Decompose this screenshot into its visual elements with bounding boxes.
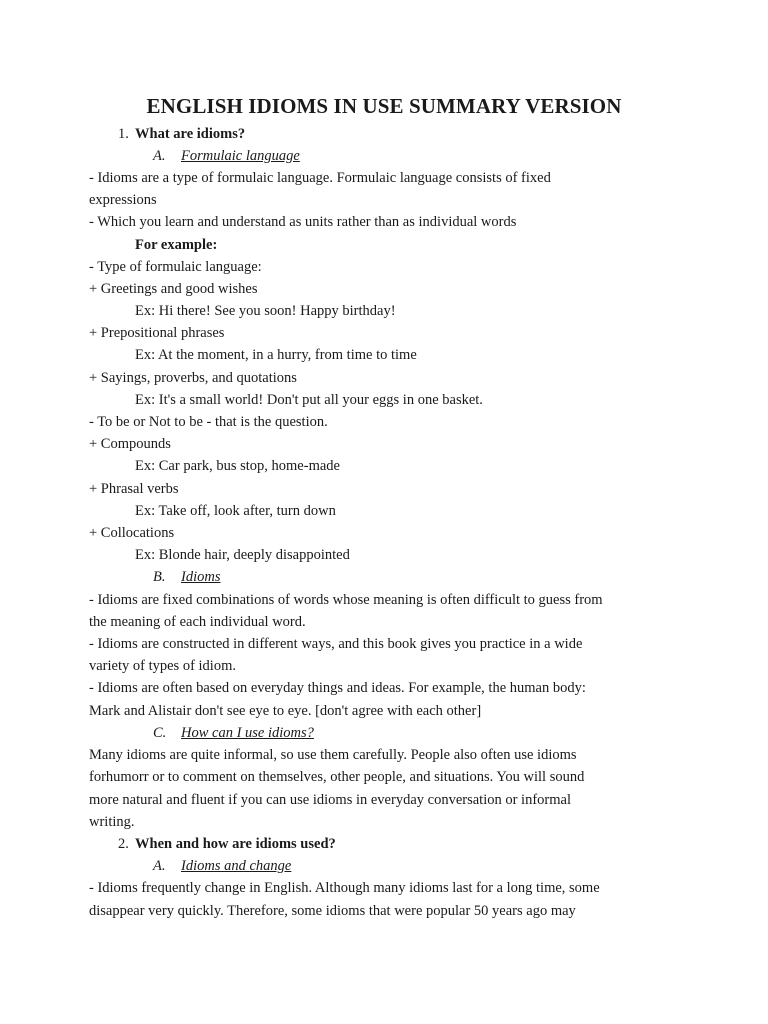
text-line: Many idioms are quite informal, so use them carefully. People also often use idioms	[89, 747, 577, 763]
text-line: + Collocations	[89, 525, 175, 541]
subsection-1b-heading	[153, 566, 220, 588]
subsection-1c-heading	[153, 722, 314, 744]
text-line: - Idioms are often based on everyday things and ideas. For example, the human body:	[89, 680, 586, 696]
text-line: writing.	[89, 814, 135, 830]
text-line: - Idioms frequently change in English. Although many idioms last for a long time, some	[89, 880, 600, 896]
text-line: forhumorr or to comment on themselves, other people, and situations. You will sound	[89, 769, 585, 785]
subsection-title: Idioms and change	[181, 858, 292, 874]
subsection-label: A.	[153, 148, 166, 164]
example-line: Ex: Blonde hair, deeply disappointed	[135, 547, 350, 563]
text-line: + Phrasal verbs	[89, 481, 179, 497]
subsection-label: B.	[153, 569, 166, 585]
text-line: more natural and fluent if you can use idioms in everyday conversation or informal	[89, 792, 571, 808]
text-line: + Sayings, proverbs, and quotations	[89, 370, 297, 386]
text-line: the meaning of each individual word.	[89, 614, 306, 630]
example-line: Ex: Car park, bus stop, home-made	[135, 458, 340, 474]
subsection-title: How can I use idioms?	[181, 725, 314, 741]
subsection-title: Idioms	[181, 569, 221, 585]
section-2-heading	[118, 833, 336, 855]
text-line: + Compounds	[89, 436, 171, 452]
text-line: + Prepositional phrases	[89, 325, 225, 341]
for-example-label: For example:	[135, 237, 218, 253]
text-line: Mark and Alistair don't see eye to eye. [don't agree with each other]	[89, 703, 482, 719]
example-line: Ex: Hi there! See you soon! Happy birthday!	[135, 303, 396, 319]
subsection-label: C.	[153, 725, 167, 741]
text-line: variety of types of idiom.	[89, 658, 236, 674]
section-number: 1.	[118, 126, 129, 142]
subsection-title: Formulaic language	[181, 148, 300, 164]
text-line: disappear very quickly. Therefore, some idioms that were popular 50 years ago may	[89, 903, 576, 919]
example-line: Ex: At the moment, in a hurry, from time to time	[135, 347, 417, 363]
text-line: - Idioms are constructed in different ways, and this book gives you practice in a wide	[89, 636, 583, 652]
text-line: - Which you learn and understand as units rather than as individual words	[89, 214, 517, 230]
subsection-2a-heading	[153, 855, 291, 877]
text-line: - Idioms are fixed combinations of words whose meaning is often difficult to guess from	[89, 592, 603, 608]
text-line: expressions	[89, 192, 157, 208]
section-title: When and how are idioms used?	[135, 836, 336, 852]
text-line: - Type of formulaic language:	[89, 259, 262, 275]
example-line: Ex: Take off, look after, turn down	[135, 503, 336, 519]
section-1-heading	[118, 123, 245, 145]
text-line: - To be or Not to be - that is the question.	[89, 414, 328, 430]
section-number: 2.	[118, 836, 129, 852]
subsection-label: A.	[153, 858, 166, 874]
example-line: Ex: It's a small world! Don't put all your eggs in one basket.	[135, 392, 483, 408]
text-line: + Greetings and good wishes	[89, 281, 258, 297]
subsection-1a-heading	[153, 145, 300, 167]
text-line: - Idioms are a type of formulaic language. Formulaic language consists of fixed	[89, 170, 551, 186]
document-title: ENGLISH IDIOMS IN USE SUMMARY VERSION	[146, 94, 622, 118]
section-title: What are idioms?	[135, 126, 246, 142]
